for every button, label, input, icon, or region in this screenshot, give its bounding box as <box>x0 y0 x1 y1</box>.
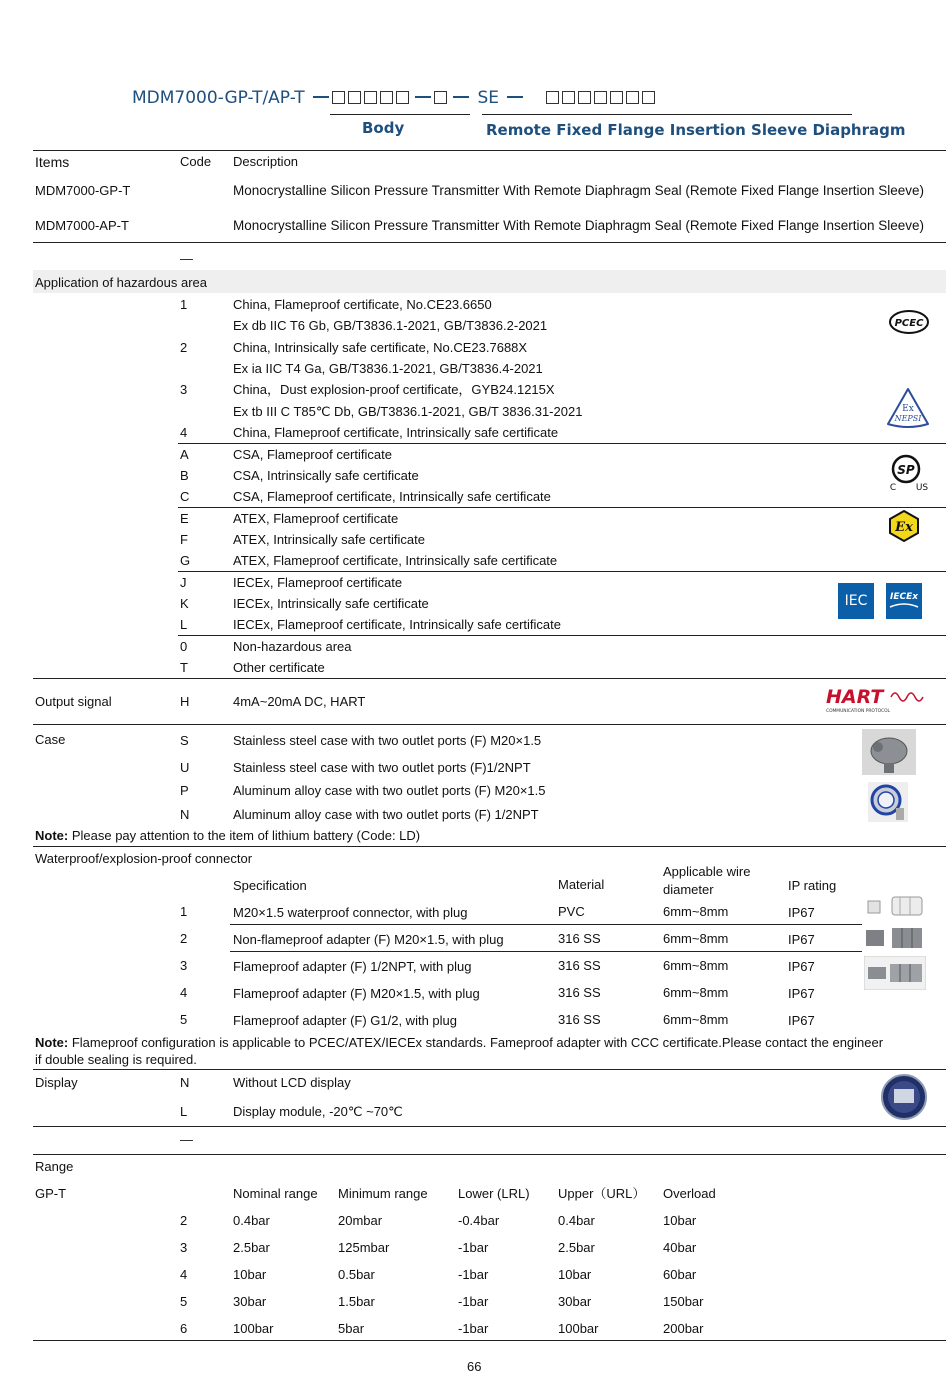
range-code: 4 <box>180 1267 188 1282</box>
hart-logo-icon <box>825 685 929 715</box>
connector-ip: IP67 <box>788 932 815 947</box>
non-flameproof-adapter-image-icon <box>864 926 926 950</box>
note-label: Note: <box>35 1035 69 1050</box>
connector-spec: Flameproof adapter (F) M20×1.5, with plug <box>233 986 480 1001</box>
connector-code: 2 <box>180 931 188 946</box>
body-label: Body <box>362 119 405 137</box>
svg-text:SP: SP <box>897 463 915 477</box>
model-code-header <box>132 88 658 108</box>
svg-text:IECEx: IECEx <box>889 592 919 602</box>
hazard-code: 4 <box>180 425 188 440</box>
range-minimum: 5bar <box>338 1321 365 1336</box>
hazard-code: A <box>180 447 189 462</box>
note-label: Note: <box>35 828 69 843</box>
connector-wire: 6mm~8mm <box>663 958 729 973</box>
hazard-code: G <box>180 553 191 568</box>
wire-header-2: diameter <box>663 882 714 897</box>
range-minimum: 0.5bar <box>338 1267 375 1282</box>
range-minimum: 125mbar <box>338 1240 390 1255</box>
hazard-code: B <box>180 468 189 483</box>
upper-header: Upper（URL） <box>558 1186 646 1201</box>
minimum-header: Minimum range <box>338 1186 428 1201</box>
connector-code: 3 <box>180 958 188 973</box>
connector-ip: IP67 <box>788 959 815 974</box>
hazard-section-title: Application of hazardous area <box>35 275 208 290</box>
range-overload: 150bar <box>663 1294 704 1309</box>
output-code: H <box>180 694 190 709</box>
hazard-code: L <box>180 617 188 632</box>
hazard-desc: China，Dust explosion-proof certificate，GYB24.1215X <box>233 382 555 397</box>
output-section-title: Output signal <box>35 694 112 709</box>
sleeve-label: Remote Fixed Flange Insertion Sleeve Diaphragm <box>486 121 906 139</box>
svg-text:HART: HART <box>826 686 884 708</box>
range-nominal: 0.4bar <box>233 1213 270 1228</box>
range-code: 5 <box>180 1294 188 1309</box>
range-code: 3 <box>180 1240 188 1255</box>
wire-header: Applicable wire <box>663 864 751 879</box>
hazard-desc: IECEx, Flameproof certificate, Intrinsically safe certificate <box>233 617 562 632</box>
separator-dash <box>453 96 469 98</box>
case-desc: Aluminum alloy case with two outlet ports (F) 1/2NPT <box>233 807 539 822</box>
svg-text:Ex: Ex <box>895 520 913 535</box>
hazard-code: 0 <box>180 639 188 654</box>
items-header: Items <box>35 154 70 170</box>
connector-section-title: Waterproof/explosion-proof connector <box>35 851 253 866</box>
connector-wire: 6mm~8mm <box>663 931 729 946</box>
separator-dash <box>415 96 431 98</box>
case-code: S <box>180 733 189 748</box>
connector-note <box>35 1035 883 1051</box>
range-minimum: 20mbar <box>338 1213 383 1228</box>
display-desc: Display module, -20℃ ~70℃ <box>233 1104 403 1119</box>
csa-logo-icon <box>886 452 932 492</box>
case-code: N <box>180 807 190 822</box>
description-header: Description <box>233 154 299 169</box>
ip-header: IP rating <box>788 878 837 893</box>
atex-logo-icon <box>886 509 922 543</box>
hazard-desc: China, Flameproof certificate, No.CE23.6650 <box>233 297 492 312</box>
case-desc: Stainless steel case with two outlet ports (F)1/2NPT <box>233 760 531 775</box>
range-upper: 2.5bar <box>558 1240 595 1255</box>
hazard-code: F <box>180 532 188 547</box>
svg-text:Ex: Ex <box>902 404 914 414</box>
separator-dash: — <box>180 251 193 266</box>
page-number: 66 <box>467 1359 482 1374</box>
hazard-code: T <box>180 660 188 675</box>
connector-material: 316 SS <box>558 1012 601 1027</box>
hazard-desc: ATEX, Flameproof certificate, Intrinsically safe certificate <box>233 553 558 568</box>
range-upper: 10bar <box>558 1267 592 1282</box>
separator-dash: — <box>180 1132 193 1147</box>
range-nominal: 10bar <box>233 1267 267 1282</box>
connector-code: 4 <box>180 985 188 1000</box>
code-header: Code <box>180 154 212 169</box>
se-code: SE <box>477 88 500 108</box>
model-name: MDM7000-GP-T/AP-T <box>132 88 305 108</box>
hazard-desc: IECEx, Intrinsically safe certificate <box>233 596 429 611</box>
range-lower: -1bar <box>458 1267 489 1282</box>
svg-text:US: US <box>915 483 929 492</box>
range-lower: -0.4bar <box>458 1213 500 1228</box>
range-upper: 30bar <box>558 1294 592 1309</box>
hazard-desc: IECEx, Flameproof certificate <box>233 575 403 590</box>
case-code: U <box>180 760 190 775</box>
range-model: GP-T <box>35 1186 67 1201</box>
connector-ip: IP67 <box>788 986 815 1001</box>
connector-spec: M20×1.5 waterproof connector, with plug <box>233 905 468 920</box>
spec-header: Specification <box>233 878 307 893</box>
hazard-desc: China, Intrinsically safe certificate, No.CE23.7688X <box>233 340 528 355</box>
connector-material: 316 SS <box>558 931 601 946</box>
range-code: 2 <box>180 1213 188 1228</box>
lower-header: Lower (LRL) <box>458 1186 530 1201</box>
range-section-title: Range <box>35 1159 74 1174</box>
iecex-logo-icon <box>886 583 926 619</box>
connector-note-line2: if double sealing is required. <box>35 1052 197 1067</box>
hazard-desc: Ex ia IIC T4 Ga, GB/T3836.1-2021, GB/T3836.4-2021 <box>233 361 543 376</box>
connector-spec: Flameproof adapter (F) 1/2NPT, with plug <box>233 959 472 974</box>
svg-text:C: C <box>889 483 897 492</box>
connector-wire: 6mm~8mm <box>663 985 729 1000</box>
range-overload: 200bar <box>663 1321 704 1336</box>
model-desc-ap: Monocrystalline Silicon Pressure Transmitter With Remote Diaphragm Seal (Remote Fixed Flange Insertion Sleeve) <box>233 218 925 233</box>
hazard-code: J <box>180 575 187 590</box>
model-desc-gp: Monocrystalline Silicon Pressure Transmitter With Remote Diaphragm Seal (Remote Fixed Flange Insertion Sleeve) <box>233 183 925 198</box>
pcec-logo-icon <box>888 308 930 336</box>
range-minimum: 1.5bar <box>338 1294 375 1309</box>
connector-material: 316 SS <box>558 958 601 973</box>
case-desc: Stainless steel case with two outlet ports (F) M20×1.5 <box>233 733 542 748</box>
separator-dash <box>507 96 523 98</box>
hazard-code: 2 <box>180 340 188 355</box>
hazard-code: E <box>180 511 189 526</box>
range-nominal: 2.5bar <box>233 1240 270 1255</box>
hazard-desc: Non-hazardous area <box>233 639 352 654</box>
lcd-display-image-icon <box>880 1073 930 1121</box>
range-overload: 60bar <box>663 1267 697 1282</box>
connector-material: PVC <box>558 904 585 919</box>
range-code: 6 <box>180 1321 188 1336</box>
display-code: L <box>180 1104 188 1119</box>
stainless-case-image-icon <box>862 729 916 775</box>
connector-material: 316 SS <box>558 985 601 1000</box>
hazard-desc: Ex db IIC T6 Gb, GB/T3836.1-2021, GB/T3836.2-2021 <box>233 318 548 333</box>
connector-ip: IP67 <box>788 1013 815 1028</box>
model-item-gp: MDM7000-GP-T <box>35 183 131 198</box>
pcec-logo-text: PCEC <box>894 318 924 329</box>
hazard-desc: CSA, Flameproof certificate, Intrinsically safe certificate <box>233 489 551 504</box>
hazard-desc: ATEX, Intrinsically safe certificate <box>233 532 425 547</box>
note-text: Flameproof configuration is applicable to PCEC/ATEX/IECEx standards. Fameproof adapter with CCC certificate.Please contact the engineer <box>71 1035 884 1050</box>
nominal-header: Nominal range <box>233 1186 318 1201</box>
range-nominal: 30bar <box>233 1294 267 1309</box>
case-section-title: Case <box>35 732 66 747</box>
display-section-title: Display <box>35 1075 78 1090</box>
nepsi-logo-icon <box>884 386 932 430</box>
pvc-connector-image-icon <box>866 893 926 919</box>
hazard-desc: Ex tb III C T85℃ Db, GB/T3836.1-2021, GB/T 3836.31-2021 <box>233 404 583 419</box>
hazard-desc: ATEX, Flameproof certificate <box>233 511 399 526</box>
iec-logo-icon <box>838 583 874 619</box>
connector-ip: IP67 <box>788 905 815 920</box>
range-lower: -1bar <box>458 1294 489 1309</box>
case-note <box>35 828 420 844</box>
hazard-code: K <box>180 596 189 611</box>
range-upper: 0.4bar <box>558 1213 595 1228</box>
separator-dash <box>313 96 329 98</box>
hazard-code: 1 <box>180 297 188 312</box>
aluminum-case-image-icon <box>868 782 908 822</box>
svg-text:COMMUNICATION PROTOCOL: COMMUNICATION PROTOCOL <box>826 709 890 714</box>
display-desc: Without LCD display <box>233 1075 351 1090</box>
range-lower: -1bar <box>458 1240 489 1255</box>
display-code: N <box>180 1075 190 1090</box>
connector-code: 1 <box>180 904 188 919</box>
note-text: Please pay attention to the item of lithium battery (Code: LD) <box>71 828 421 843</box>
range-lower: -1bar <box>458 1321 489 1336</box>
range-overload: 40bar <box>663 1240 697 1255</box>
hazard-desc: CSA, Flameproof certificate <box>233 447 392 462</box>
connector-wire: 6mm~8mm <box>663 904 729 919</box>
connector-wire: 6mm~8mm <box>663 1012 729 1027</box>
hazard-desc: China, Flameproof certificate, Intrinsically safe certificate <box>233 425 559 440</box>
hazard-code: C <box>180 489 190 504</box>
range-upper: 100bar <box>558 1321 599 1336</box>
connector-spec: Non-flameproof adapter (F) M20×1.5, with plug <box>233 932 504 947</box>
hazard-code: 3 <box>180 382 188 397</box>
case-desc: Aluminum alloy case with two outlet ports (F) M20×1.5 <box>233 783 546 798</box>
connector-spec: Flameproof adapter (F) G1/2, with plug <box>233 1013 457 1028</box>
material-header: Material <box>558 877 605 892</box>
range-nominal: 100bar <box>233 1321 274 1336</box>
svg-text:IEC: IEC <box>844 593 868 609</box>
range-overload: 10bar <box>663 1213 697 1228</box>
output-desc: 4mA~20mA DC, HART <box>233 694 366 709</box>
hazard-desc: Other certificate <box>233 660 325 675</box>
model-item-ap: MDM7000-AP-T <box>35 218 129 233</box>
case-code: P <box>180 783 189 798</box>
connector-code: 5 <box>180 1012 188 1027</box>
hazard-desc: CSA, Intrinsically safe certificate <box>233 468 419 483</box>
overload-header: Overload <box>663 1186 716 1201</box>
svg-text:NEPSI: NEPSI <box>894 414 922 423</box>
flameproof-adapter-image-icon <box>864 956 926 990</box>
